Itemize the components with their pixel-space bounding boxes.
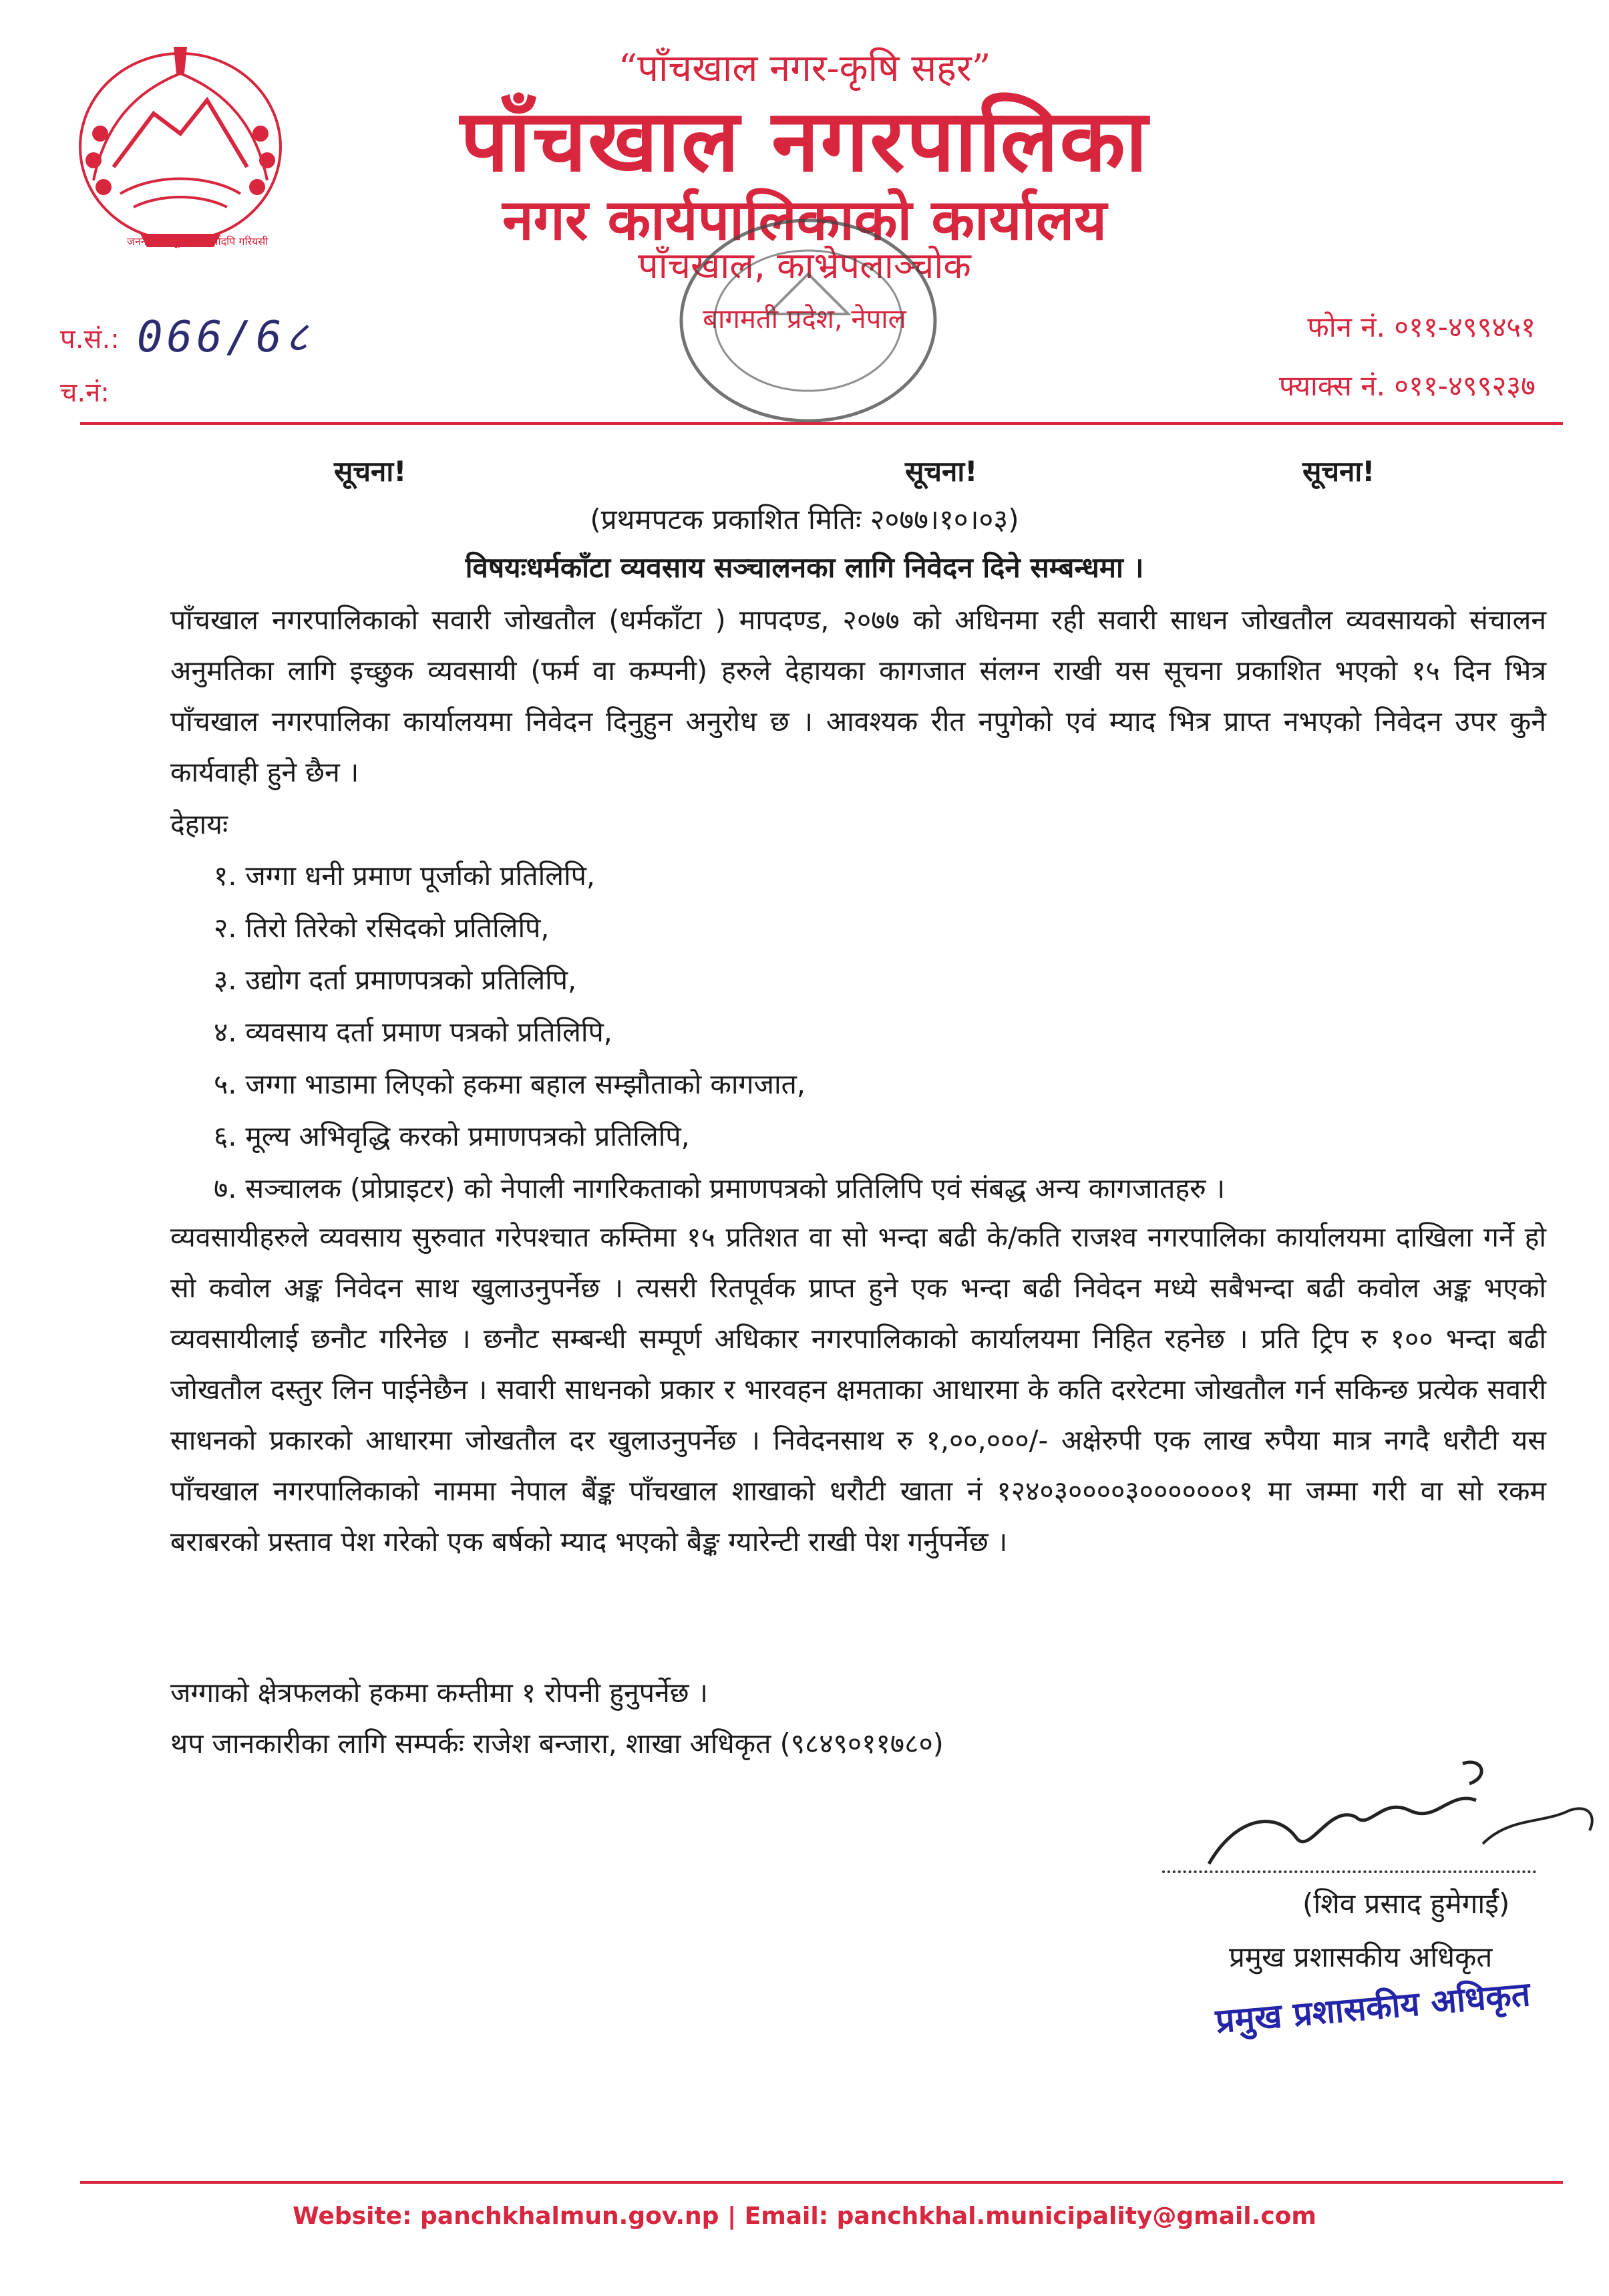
- designation-stamp: प्रमुख प्रशासकीय अधिकृत: [1214, 1974, 1532, 2041]
- list-heading: देहायः: [170, 808, 228, 840]
- contact-info: थप जानकारीका लागि सम्पर्कः राजेश बन्जारा, शाखा अधिकृत (९८४९०११७८०): [170, 1728, 944, 1760]
- list-item: ३. उद्योग दर्ता प्रमाणपत्रको प्रतिलिपि,: [214, 964, 577, 996]
- publication-date: (प्रथमपटक प्रकाशित मितिः २०७७।१०।०३): [590, 503, 1019, 536]
- signatory-name: (शिव प्रसाद हुमेगाईं): [1302, 1887, 1510, 1920]
- list-item: ७. सञ्चालक (प्रोप्राइटर) को नेपाली नागरिकताको प्रमाणपत्रको प्रतिलिपि एवं संबद्ध अन्य कागजातहरु ।: [214, 1172, 1226, 1204]
- list-item: १. जग्गा धनी प्रमाण पूर्जाको प्रतिलिपि,: [214, 860, 595, 892]
- list-item: ६. मूल्य अभिवृद्धि करको प्रमाणपत्रको प्रतिलिपि,: [214, 1120, 690, 1152]
- phone-number: फोन नं. ०११-४९९४५१: [1307, 311, 1536, 343]
- intro-paragraph: पाँचखाल नगरपालिकाको सवारी जोखतौल (धर्मकाँटा ) मापदण्ड, २०७७ को अधिनमा रही सवारी साधन जोखतौल व्यवसायको संचालन अनुमतिका लागि इच्छुक व्यवसायी (फर्म वा कम्पनी) हरुले देहायका कागजात संलग्न राखी यस सूचना प्रकाशित भएको १५ दिन भित्र पाँचखाल नगरपालिका कार्यालयमा निवेदन दिनुहुन अनुरोध छ । आवश्यक रीत नपुगेको एवं म्याद भित्र प्राप्त नभएको निवेदन उपर कुनै कार्यवाही हुने छैन ।: [170, 604, 1546, 788]
- notice-heading-right: सूचना!: [1302, 455, 1375, 488]
- list-item: ४. व्यवसाय दर्ता प्रमाण पत्रको प्रतिलिपि,: [214, 1016, 612, 1048]
- header-divider: [80, 422, 1563, 425]
- ref-number-handwritten: 066/6८: [137, 313, 312, 362]
- office-address: पाँचखाल, काभ्रेपलाञ्चोक: [638, 244, 971, 287]
- requirements-list: [214, 850, 1550, 1214]
- office-name: नगर कार्यपालिकाको कार्यालय: [502, 187, 1107, 253]
- footer-contact: Website: panchkhalmun.gov.np | Email: panchkhal.municipality@gmail.com: [293, 2202, 1316, 2230]
- municipality-name: पाँचखाल नगरपालिका: [460, 92, 1149, 191]
- notice-heading-left: सूचना!: [334, 455, 407, 488]
- office-province: बागमती प्रदेश, नेपाल: [703, 304, 906, 335]
- municipality-slogan: “पाँचखाल नगर-कृषि सहर”: [618, 47, 991, 90]
- footer-divider: [80, 2181, 1563, 2184]
- signature-line: [1162, 1870, 1536, 1873]
- list-item: ५. जग्गा भाडामा लिएको हकमा बहाल सम्झौताको कागजात,: [214, 1068, 806, 1100]
- fax-number: फ्याक्स नं. ०११-४९९२३७: [1279, 369, 1536, 402]
- signatory-title: प्रमुख प्रशासकीय अधिकृत: [1229, 1941, 1493, 1973]
- land-area-note: जग्गाको क्षेत्रफलको हकमा कम्तीमा १ रोपनी हुनुपर्नेछ ।: [170, 1677, 709, 1709]
- conditions-paragraph: व्यवसायीहरुले व्यवसाय सुरुवात गरेपश्चात कम्तिमा १५ प्रतिशत वा सो भन्दा बढी के/कति राजश्व नगरपालिका कार्यालयमा दाखिला गर्ने हो सो कवोल अङ्क निवेदन साथ खुलाउनुपर्नेछ । त्यसरी रितपूर्वक प्राप्त हुने एक भन्दा बढी निवेदन मध्ये सबैभन्दा बढी कवोल अङ्क भएको व्यवसायीलाई छनौट गरिनेछ । छनौट सम्बन्धी सम्पूर्ण अधिकार नगरपालिकाको कार्यालयमा निहित रहनेछ । प्रति ट्रिप रु १०० भन्दा बढी जोखतौल दस्तुर लिन पाईनेछैन । सवारी साधनको प्रकार र भारवहन क्षमताका आधारमा के कति दररेटमा जोखतौल गर्न सकिन्छ प्रत्येक सवारी साधनको प्रकारको आधारमा जोखतौल दर खुलाउनुपर्नेछ । निवेदनसाथ रु १,००,०००/- अक्षेरुपी एक लाख रुपैया मात्र नगदै धरौटी यस पाँचखाल नगरपालिकाको नाममा नेपाल बैंङ्क पाँचखाल शाखाको धरौटी खाता नं १२४०३००००३०००००००१ मा जम्मा गरी वा सो रकम बराबरको प्रस्ताव पेश गरेको एक बर्षको म्याद भएको बैङ्क ग्यारेन्टी राखी पेश गर्नुपर्नेछ ।: [170, 1221, 1546, 1558]
- notice-heading-center: सूचना!: [905, 455, 978, 488]
- dispatch-number-label: च.नं:: [60, 377, 110, 408]
- notice-subject: विषयःधर्मकाँटा व्यवसाय सञ्चालनका लागि निवेदन दिने सम्बन्धमा ।: [465, 551, 1144, 584]
- ref-number-label: प.सं.:: [60, 324, 120, 355]
- handwritten-signature: [1196, 1737, 1609, 1891]
- emblem-motto: जननी जन्मभूमिश्च स्वर्गादपि गरियसी: [127, 235, 269, 248]
- office-seal-stamp: [668, 200, 948, 441]
- list-item: २. तिरो तिरेको रसिदको प्रतिलिपि,: [214, 912, 550, 944]
